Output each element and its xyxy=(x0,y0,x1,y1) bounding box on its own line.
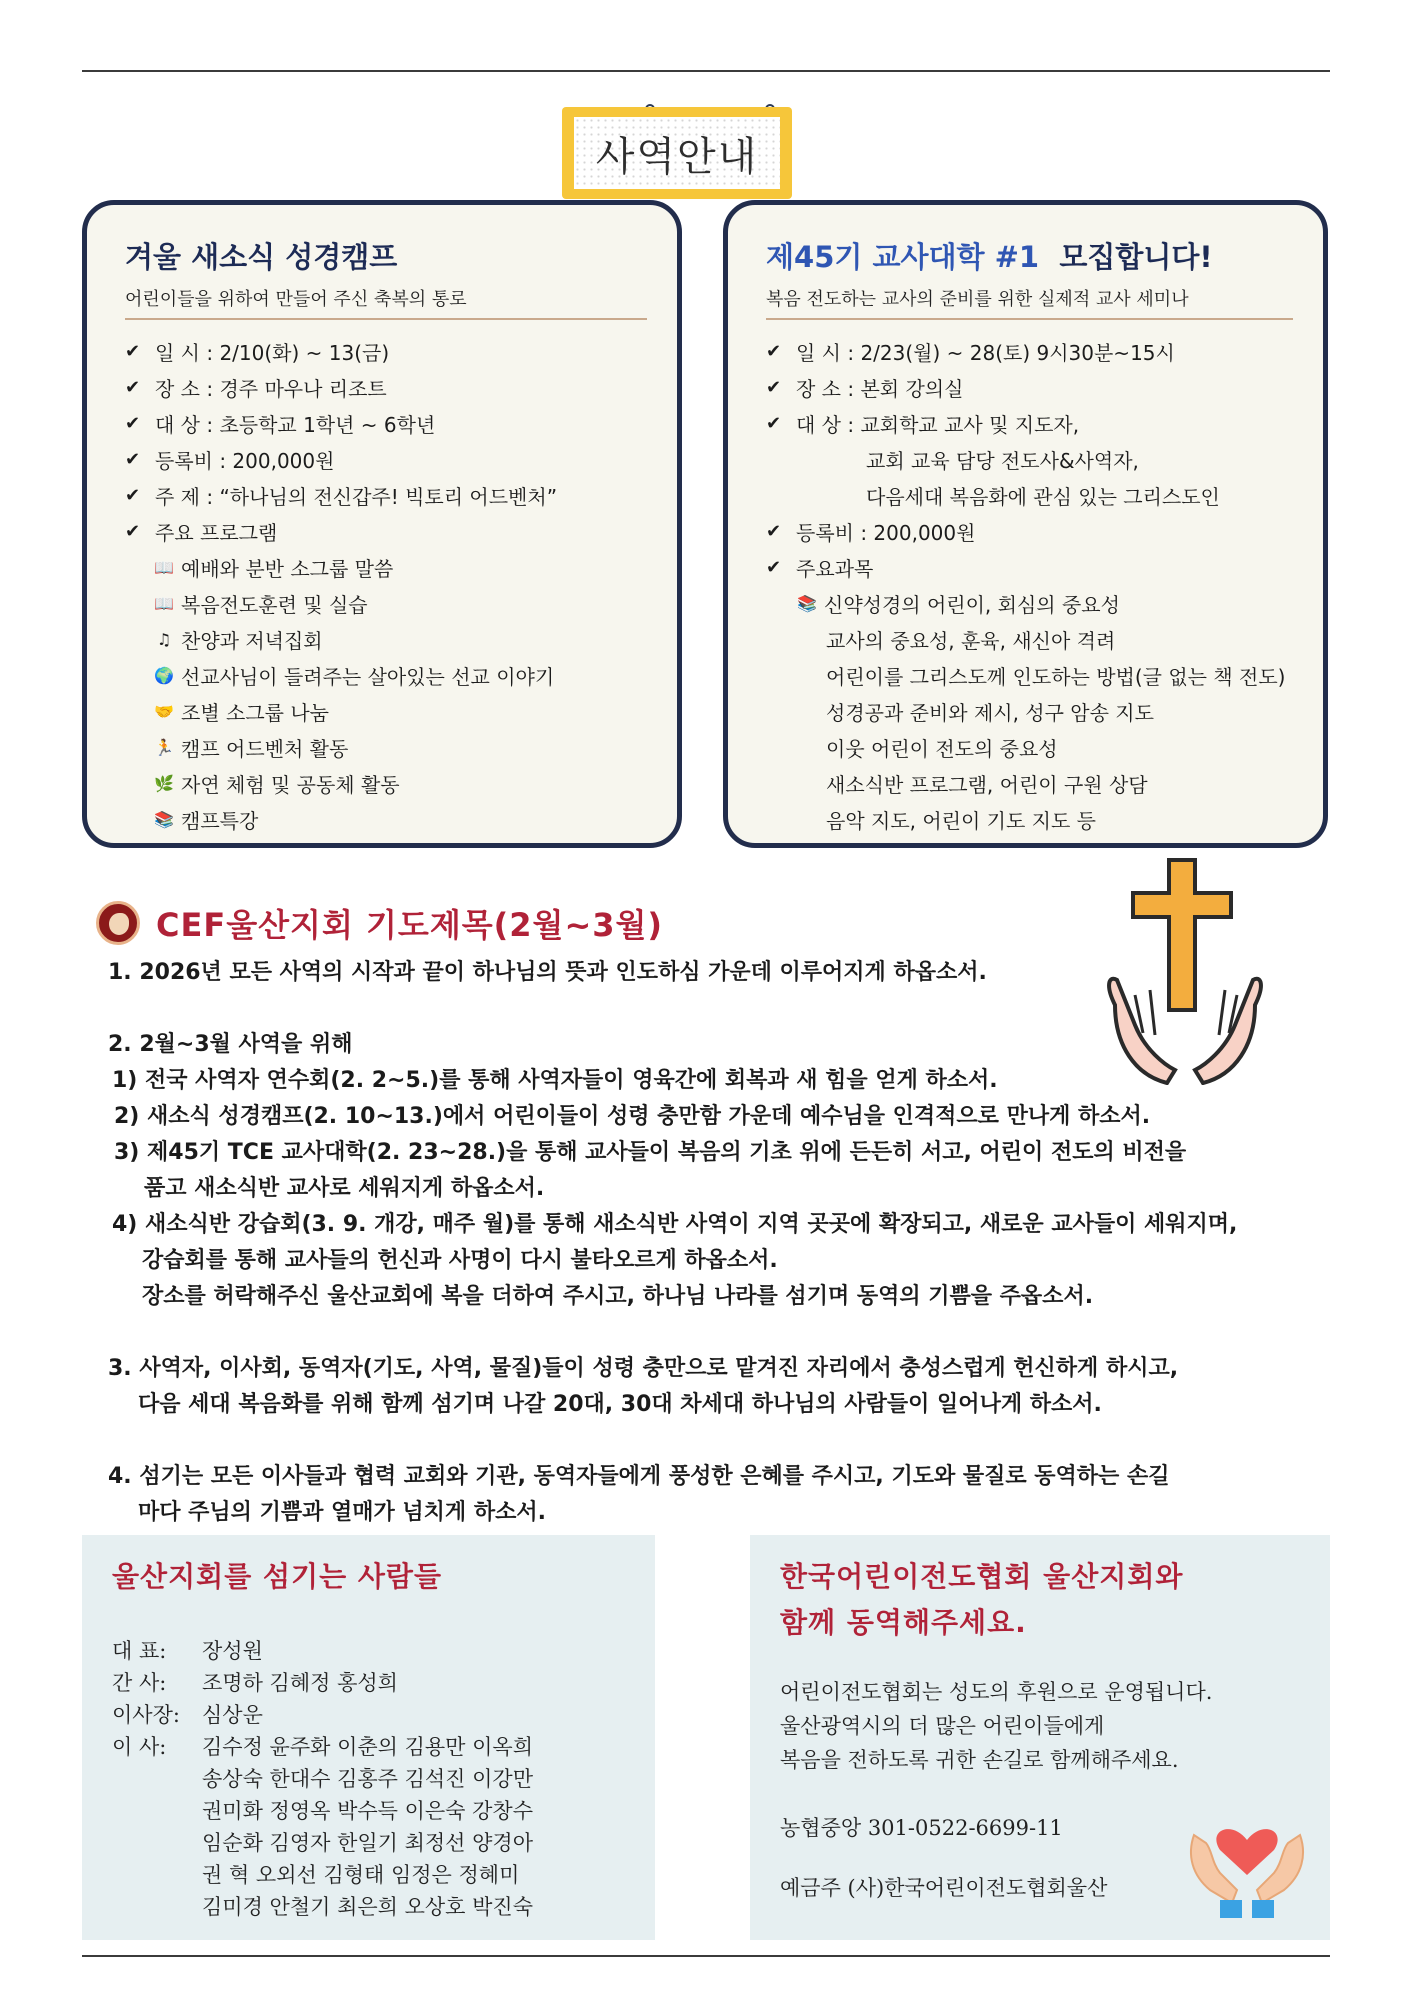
staff-role xyxy=(112,1827,202,1859)
prayer-gap xyxy=(108,1423,1328,1459)
staff-title: 울산지회를 섬기는 사람들 xyxy=(112,1560,443,1593)
staff-names: 임순화 김영자 한일기 최정선 양경아 xyxy=(202,1831,533,1855)
academy-target-cont-1: 교회 교육 담당 전도사&사역자, xyxy=(866,448,1139,473)
support-body-line: 울산광역시의 더 많은 어린이들에게 xyxy=(780,1714,1105,1738)
academy-subject-item: 성경공과 준비와 제시, 성구 암송 지도 xyxy=(826,700,1154,725)
camp-detail-row: ✔ 주요 프로그램 xyxy=(125,520,278,545)
program-icon: ♫ xyxy=(156,629,172,649)
support-box xyxy=(750,1535,1330,1940)
camp-title: 겨울 새소식 성경캠프 xyxy=(125,240,398,274)
staff-names: 김미경 안철기 최은희 오상호 박진숙 xyxy=(202,1895,533,1919)
support-title-line-2: 함께 동역해주세요. xyxy=(780,1606,1027,1639)
staff-names: 김수정 윤주화 이춘의 김용만 이옥희 xyxy=(202,1735,533,1759)
camp-detail-row: ✔ 주 제 : “하나님의 전신갑주! 빅토리 어드벤처” xyxy=(125,484,558,509)
prayer-line: 강습회를 통해 교사들의 헌신과 사명이 다시 불타오르게 하옵소서. xyxy=(142,1248,778,1273)
program-icon: 📖 xyxy=(154,593,174,613)
staff-names: 심상운 xyxy=(202,1703,263,1727)
staff-role: 간 사: xyxy=(112,1671,167,1695)
staff-role xyxy=(112,1891,202,1923)
prayer-gap xyxy=(108,991,1328,1027)
prayer-list xyxy=(108,955,1328,1531)
camp-program-item: 🌿 자연 체험 및 공동체 활동 xyxy=(154,772,400,797)
camp-detail-row: ✔ 장 소 : 경주 마우나 리조트 xyxy=(125,376,387,401)
check-icon: ✔ xyxy=(766,520,782,542)
prayer-line: 4) 새소식반 강습회(3. 9. 개강, 매주 월)를 통해 새소식반 사역이 지역 곳곳에 확장되고, 새로운 교사들이 세워지며, xyxy=(112,1212,1238,1237)
support-body xyxy=(780,1675,1212,1777)
camp-subtitle: 어린이들을 위하여 만들어 주신 축복의 통로 xyxy=(125,289,467,310)
staff-names: 장성원 xyxy=(202,1639,263,1663)
staff-role: 이 사: xyxy=(112,1735,167,1759)
check-icon: ✔ xyxy=(125,412,141,434)
academy-fee: ✔ 등록비 : 200,000원 xyxy=(766,520,976,545)
prayer-line: 3) 제45기 TCE 교사대학(2. 23~28.)을 통해 교사들이 복음의 기초 위에 든든히 서고, 어린이 전도의 비전을 xyxy=(114,1140,1187,1165)
academy-target: ✔ 대 상 : 교회학교 교사 및 지도자, xyxy=(766,412,1080,437)
prayer-line: 1. 2026년 모든 사역의 시작과 끝이 하나님의 뜻과 인도하심 가운데 이루어지게 하옵소서. xyxy=(108,960,987,985)
check-icon: ✔ xyxy=(125,484,141,506)
staff-role: 이사장: xyxy=(112,1703,180,1727)
heart-hands-icon xyxy=(1182,1795,1312,1920)
check-icon: ✔ xyxy=(766,340,782,362)
prayer-header xyxy=(96,900,663,946)
support-body-line: 복음을 전하도록 귀한 손길로 함께해주세요. xyxy=(780,1748,1179,1772)
top-divider xyxy=(82,70,1330,72)
staff-row xyxy=(112,1827,533,1859)
camp-detail-row: ✔ 대 상 : 초등학교 1학년 ~ 6학년 xyxy=(125,412,436,437)
academy-subject-item: 새소식반 프로그램, 어린이 구원 상담 xyxy=(826,772,1148,797)
camp-detail-row: ✔ 일 시 : 2/10(화) ~ 13(금) xyxy=(125,340,390,365)
program-icon: 📚 xyxy=(154,809,174,829)
academy-title xyxy=(766,235,1213,276)
academy-subject-item: 이웃 어린이 전도의 중요성 xyxy=(826,736,1058,761)
academy-subject-item: 어린이를 그리스도께 인도하는 방법(글 없는 책 전도) xyxy=(826,664,1286,689)
staff-names: 권미화 정영옥 박수득 이은숙 강창수 xyxy=(202,1799,533,1823)
camp-program-item: ♫ 찬양과 저녁집회 xyxy=(125,621,657,657)
staff-row xyxy=(112,1635,533,1667)
program-icon: 🌿 xyxy=(154,773,174,793)
program-icon: 📖 xyxy=(154,557,174,577)
staff-row xyxy=(112,1795,533,1827)
staff-row xyxy=(112,1699,533,1731)
staff-list xyxy=(112,1635,533,1923)
program-icon: 🌍 xyxy=(154,665,174,685)
academy-date: ✔ 일 시 : 2/23(월) ~ 28(토) 9시30분~15시 xyxy=(766,340,1175,365)
prayer-gap xyxy=(108,1315,1328,1351)
program-icon: 🤝 xyxy=(154,701,174,721)
check-icon: ✔ xyxy=(125,520,141,542)
academy-subtitle: 복음 전도하는 교사의 준비를 위한 실제적 교사 세미나 xyxy=(766,289,1189,310)
academy-title-accent: 제45기 교사대학 #1 xyxy=(766,240,1040,274)
staff-row xyxy=(112,1667,533,1699)
support-title-line-1: 한국어린이전도협회 울산지회와 xyxy=(780,1560,1184,1593)
account-holder: 예금주 (사)한국어린이전도협회울산 xyxy=(780,1876,1108,1900)
support-body-line: 어린이전도협회는 성도의 후원으로 운영됩니다. xyxy=(780,1680,1213,1704)
camp-program-item: 🏃 캠프 어드벤처 활동 xyxy=(154,736,349,761)
academy-divider xyxy=(766,318,1293,320)
academy-card xyxy=(723,200,1328,848)
academy-subject-item: 음악 지도, 어린이 기도 지도 등 xyxy=(826,808,1096,833)
cef-logo-icon xyxy=(96,901,140,945)
staff-row xyxy=(112,1763,533,1795)
academy-subjects-label: ✔ 주요과목 xyxy=(766,556,874,581)
prayer-line: 마다 주님의 기쁨과 열매가 넘치게 하소서. xyxy=(138,1500,546,1525)
academy-subject-item: 📚 신약성경의 어린이, 회심의 중요성 xyxy=(797,592,1120,617)
staff-row xyxy=(112,1891,533,1923)
title-plate xyxy=(562,107,792,199)
bottom-divider xyxy=(82,1955,1330,1957)
staff-row xyxy=(112,1859,533,1891)
bank-account: 농협중앙 301-0522-6699-11 xyxy=(780,1816,1063,1840)
program-icon: 🏃 xyxy=(154,737,174,757)
academy-place: ✔ 장 소 : 본회 강의실 xyxy=(766,376,964,401)
staff-names: 조명하 김혜정 홍성희 xyxy=(202,1671,398,1695)
academy-title-rest: 모집합니다! xyxy=(1059,240,1213,274)
academy-target-cont-2: 다음세대 복음화에 관심 있는 그리스도인 xyxy=(866,484,1220,509)
check-icon: ✔ xyxy=(125,376,141,398)
staff-role xyxy=(112,1763,202,1795)
prayer-title: CEF울산지회 기도제목(2월~3월) xyxy=(156,906,664,944)
staff-names: 권 혁 오외선 김형태 임정은 정혜미 xyxy=(202,1863,520,1887)
camp-program-item: 📖 예배와 분반 소그룹 말씀 xyxy=(154,556,394,581)
check-icon: ✔ xyxy=(125,448,141,470)
check-icon: ✔ xyxy=(766,412,782,434)
camp-program-item: 📖 복음전도훈련 및 실습 xyxy=(154,592,368,617)
camp-program-item: 🌍 선교사님이 들려주는 살아있는 선교 이야기 xyxy=(154,664,555,689)
academy-subject-list xyxy=(766,585,1303,837)
camp-program-item: 🤝 조별 소그룹 나눔 xyxy=(154,700,329,725)
prayer-line: 2) 새소식 성경캠프(2. 10~13.)에서 어린이들이 성령 충만함 가운데 예수님을 인격적으로 만나게 하소서. xyxy=(114,1104,1151,1129)
prayer-line: 4. 섬기는 모든 이사들과 협력 교회와 기관, 동역자들에게 풍성한 은혜를 주시고, 기도와 물질로 동역하는 손길 xyxy=(108,1464,1170,1489)
page-title: 사역안내 xyxy=(574,117,780,189)
staff-role xyxy=(112,1859,202,1891)
camp-detail-list xyxy=(125,333,657,837)
check-icon: ✔ xyxy=(766,376,782,398)
check-icon: ✔ xyxy=(125,340,141,362)
check-icon: ✔ xyxy=(766,556,782,578)
staff-role xyxy=(112,1795,202,1827)
prayer-line: 다음 세대 복음화를 위해 함께 섬기며 나갈 20대, 30대 차세대 하나님의 사람들이 일어나게 하소서. xyxy=(138,1392,1102,1417)
staff-box xyxy=(82,1535,655,1940)
staff-names: 송상숙 한대수 김홍주 김석진 이강만 xyxy=(202,1767,533,1791)
camp-card xyxy=(82,200,682,848)
camp-detail-row: ✔ 등록비 : 200,000원 xyxy=(125,448,335,473)
prayer-line: 1) 전국 사역자 연수회(2. 2~5.)를 통해 사역자들이 영육간에 회복과 새 힘을 얻게 하소서. xyxy=(112,1068,998,1093)
staff-role: 대 표: xyxy=(112,1639,167,1663)
academy-subject-item: 교사의 중요성, 훈육, 새신아 격려 xyxy=(826,628,1116,653)
books-icon: 📚 xyxy=(797,593,817,613)
academy-detail-list xyxy=(766,333,1303,837)
prayer-line: 2. 2월~3월 사역을 위해 xyxy=(108,1032,353,1057)
prayer-line: 품고 새소식반 교사로 세워지게 하옵소서. xyxy=(144,1176,545,1201)
camp-program-item: 📚 캠프특강 xyxy=(154,808,259,833)
prayer-line: 장소를 허락해주신 울산교회에 복을 더하여 주시고, 하나님 나라를 섬기며 동역의 기쁨을 주옵소서. xyxy=(142,1284,1094,1309)
prayer-line: 3. 사역자, 이사회, 동역자(기도, 사역, 물질)들이 성령 충만으로 맡겨진 자리에서 충성스럽게 헌신하게 하시고, xyxy=(108,1356,1179,1381)
camp-divider xyxy=(125,318,647,320)
staff-row xyxy=(112,1731,533,1763)
